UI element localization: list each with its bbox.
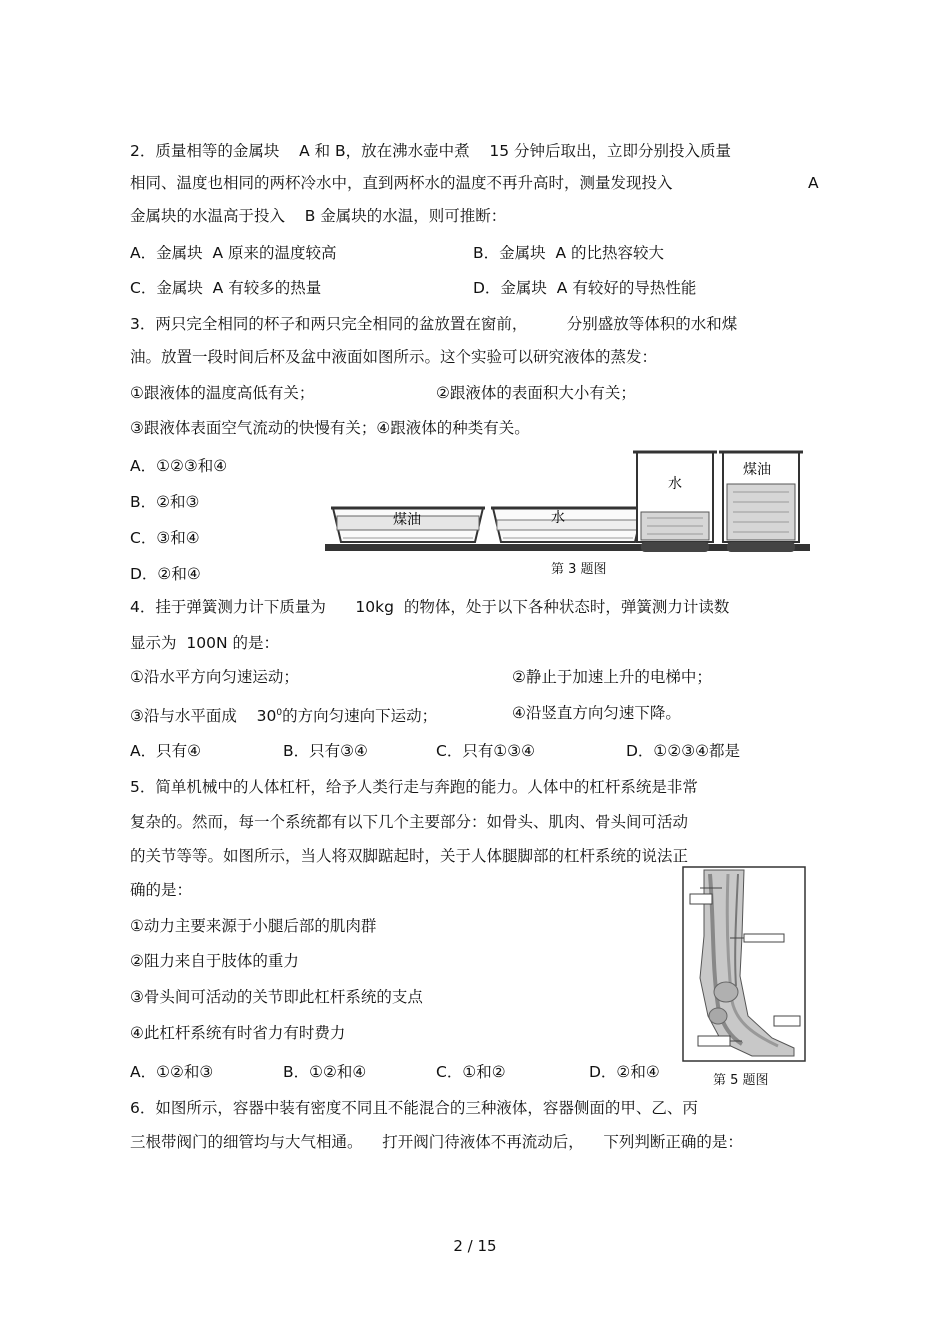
q4-choice-1: ①沿水平方向匀速运动；: [130, 668, 299, 686]
cup-water-label: 水: [668, 476, 682, 492]
q3-choice-2: ②跟液体的表面积大小有关；: [436, 384, 636, 402]
q3-line2: 油。放置一段时间后杯及盆中液面如图所示。这个实验可以研究液体的蒸发：: [130, 348, 658, 366]
q5-line3: 的关节等等。如图所示，当人将双脚踮起时，关于人体腿脚部的杠杆系统的说法正: [130, 847, 689, 865]
basin-water-label: 水: [551, 510, 565, 526]
basin-kerosene-label: 煤油: [393, 512, 421, 528]
q4-degree-sup: 0: [276, 708, 283, 718]
q4-line2: 显示为 100N 的是：: [130, 634, 279, 652]
q2-line3: 金属块的水温高于投入 B 金属块的水温，则可推断：: [130, 207, 507, 225]
q2-option-a: A．金属块 A 原来的温度较高: [130, 244, 337, 262]
q5-option-a: A．①②和③: [130, 1063, 214, 1081]
cup-water: [633, 452, 717, 552]
q5-line4: 确的是：: [130, 881, 193, 899]
q3-option-d: D．②和④: [130, 565, 201, 583]
q5-figure-caption: 第 5 题图: [713, 1073, 769, 1088]
q4-choice-2: ②静止于加速上升的电梯中；: [512, 668, 712, 686]
q5-line2: 复杂的。然而，每一个系统都有以下几个主要部分：如骨头、肌肉、骨头间可活动: [130, 813, 689, 831]
q3-option-b: B．②和③: [130, 493, 200, 511]
basin-water: [491, 508, 645, 542]
q5-leg-anatomy-figure: [682, 866, 806, 1062]
q5-choice-3: ③骨头间可活动的关节即此杠杆系统的支点: [130, 988, 423, 1006]
q2-line2: 相同、温度也相同的两杯冷水中，直到两杯水的温度不再升高时，测量发现投入: [130, 174, 673, 192]
q2-option-d: D．金属块 A 有较好的导热性能: [473, 279, 697, 297]
q5-option-d: D．②和④: [589, 1063, 660, 1081]
q2-option-c: C．金属块 A 有较多的热量: [130, 279, 322, 297]
q3-line1: 3．两只完全相同的杯子和两只完全相同的盆放置在窗前， 分别盛放等体积的水和煤: [130, 315, 738, 333]
q4-option-a: A．只有④: [130, 742, 201, 760]
q5-line1: 5．简单机械中的人体杠杆，给予人类行走与奔跑的能力。人体中的杠杆系统是非常: [130, 778, 698, 796]
q2-option-b: B．金属块 A 的比热容较大: [473, 244, 665, 262]
q3-option-c: C．③和④: [130, 529, 200, 547]
q3-choice-3-4: ③跟液体表面空气流动的快慢有关；④跟液体的种类有关。: [130, 419, 530, 437]
q6-line1: 6．如图所示，容器中装有密度不同且不能混合的三种液体，容器侧面的甲、乙、丙: [130, 1099, 698, 1117]
q4-option-c: C．只有①③④: [436, 742, 536, 760]
q4-choice-3-rest: 的方向匀速向下运动；: [282, 707, 438, 726]
q4-option-d: D．①②③④都是: [626, 742, 741, 760]
q5-choice-1: ①动力主要来源于小腿后部的肌肉群: [130, 917, 377, 935]
q4-option-b: B．只有③④: [283, 742, 368, 760]
q2-line1: 2．质量相等的金属块 A 和 B，放在沸水壶中煮 15 分钟后取出，立即分别投入质量: [130, 142, 732, 160]
q5-option-c: C．①和②: [436, 1063, 506, 1081]
page-number: 2 / 15: [453, 1237, 497, 1255]
q5-option-b: B．①②和④: [283, 1063, 367, 1081]
q4-choice-3-text: ③沿与水平面成 30: [130, 707, 277, 726]
q2-line2-end: A: [808, 174, 819, 192]
q4-choice-3: [130, 703, 437, 726]
q3-choice-1: ①跟液体的温度高低有关；: [130, 384, 315, 402]
q3-option-a: A．①②③和④: [130, 457, 228, 475]
q6-line2: 三根带阀门的细管均与大气相通。 打开阀门待液体不再流动后， 下列判断正确的是：: [130, 1133, 743, 1151]
q4-line1: 4．挂于弹簧测力计下质量为 10kg 的物体，处于以下各种状态时，弹簧测力计读数: [130, 598, 730, 616]
q3-evaporation-figure: [325, 446, 815, 561]
cup-kerosene-label: 煤油: [743, 462, 771, 478]
q5-choice-2: ②阻力来自于肢体的重力: [130, 952, 299, 970]
q4-choice-4: ④沿竖直方向匀速下降。: [512, 704, 681, 722]
q5-choice-4: ④此杠杆系统有时省力有时费力: [130, 1024, 346, 1042]
q3-figure-caption: 第 3 题图: [551, 562, 607, 577]
